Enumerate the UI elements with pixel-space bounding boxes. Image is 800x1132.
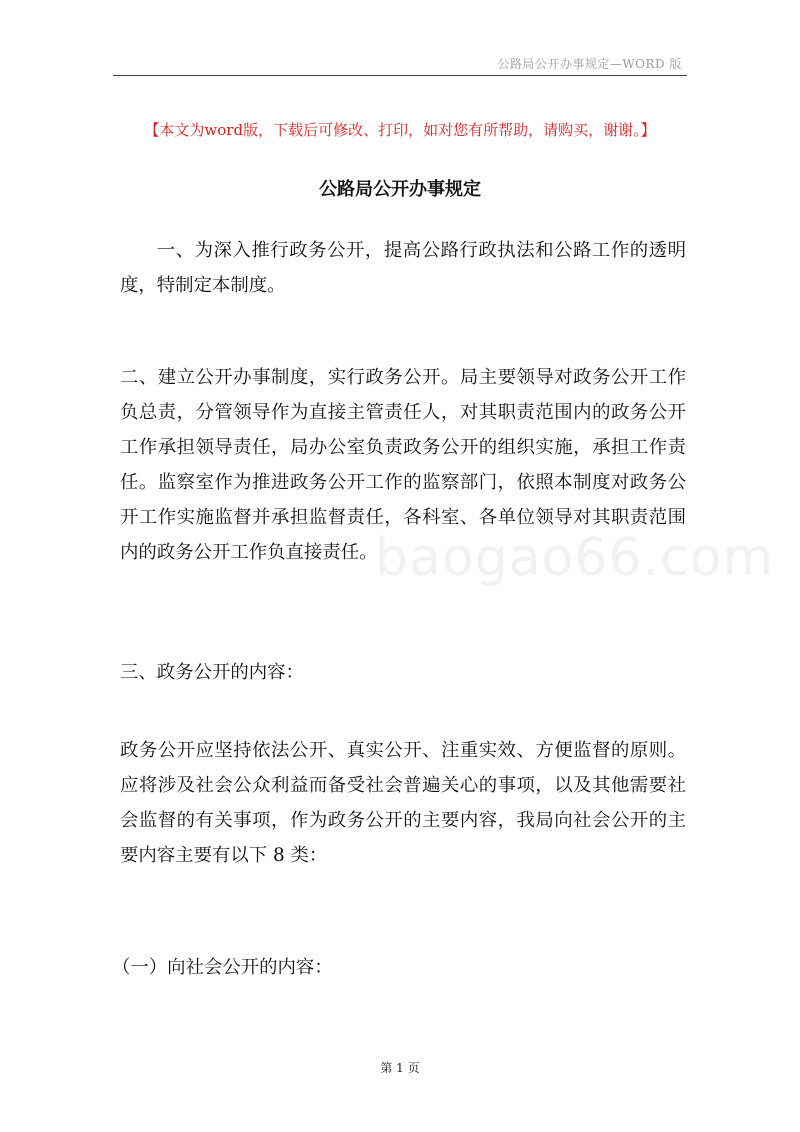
page-number: 第 1 页 [380, 1061, 420, 1075]
paragraph-3: 三、政务公开的内容： [120, 662, 304, 683]
watermark: baogao66.com [375, 528, 775, 588]
paragraph-2: 二、建立公开办事制度，实行政务公开。局主要领导对政务公开工作负总责，分管领导作为直接主管责任人，对其职责范围内的政务公开工作承担领导责任，局办公室负责政务公开的组织实施，承担工作责任。监察室作为推进政务公开工作的监察部门，依照本制度对政务公开工作实施监督并承担监督责任，各科室、各单位领导对其职责范围内的政务公开工作负直接责任。 [120, 367, 686, 563]
paragraph-1: 一、为深入推行政务公开，提高公路行政执法和公路工作的透明度，特制定本制度。 [120, 240, 686, 296]
running-title: 公路局公开办事规定—WORD 版 [497, 57, 682, 71]
document-title: 公路局公开办事规定 [319, 179, 481, 200]
purchase-notice: 【本文为word版，下载后可修改、打印，如对您有所帮助，请购买，谢谢。】 [144, 121, 656, 139]
paragraph-5: （一）向社会公开的内容： [112, 957, 333, 978]
paragraph-4: 政务公开应坚持依法公开、真实公开、注重实效、方便监督的原则。应将涉及社会公众利益而备受社会普遍关心的事项，以及其他需要社会监督的有关事项，作为政务公开的主要内容，我局向社会公开的主要内容主要有以下 8 类： [120, 740, 686, 866]
header-divider [113, 75, 687, 76]
